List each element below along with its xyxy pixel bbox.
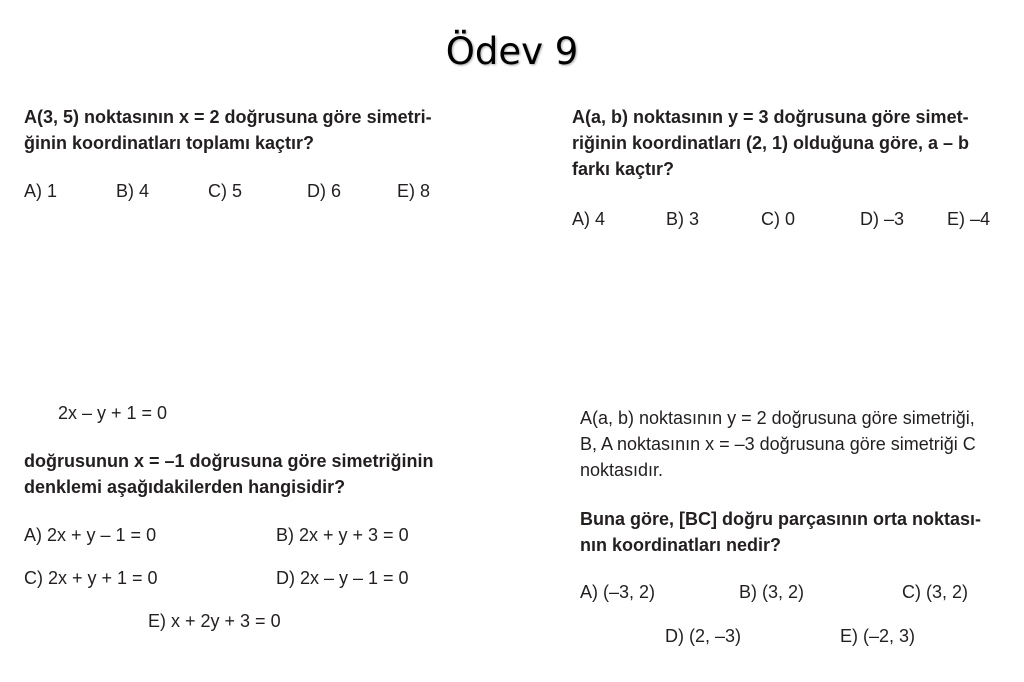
question-3-text bbox=[24, 448, 494, 500]
question-3-line-2: denklemi aşağıdakilerden hangisidir? bbox=[24, 477, 346, 497]
question-3-option-d: D) 2x – y – 1 = 0 bbox=[276, 568, 409, 588]
question-4-line-5: nın koordinatları nedir? bbox=[580, 535, 782, 555]
question-4-question bbox=[580, 506, 1020, 558]
question-2-option-c: C) 0 bbox=[761, 209, 796, 229]
question-1-line-2: ğinin koordinatları toplamı kaçtır? bbox=[24, 133, 315, 153]
question-1-option-e: E) 8 bbox=[397, 181, 431, 201]
question-1-option-a: A) 1 bbox=[24, 181, 58, 201]
question-4-line-1: A(a, b) noktasının y = 2 doğrusuna göre simetriği, bbox=[580, 408, 975, 428]
question-1-option-c: C) 5 bbox=[208, 181, 243, 201]
question-4-line-3: noktasıdır. bbox=[580, 460, 664, 480]
question-4-line-2: B, A noktasının x = –3 doğrusuna göre simetriği C bbox=[580, 434, 976, 454]
question-2-line-3: farkı kaçtır? bbox=[572, 159, 675, 179]
question-1-line-1: A(3, 5) noktasının x = 2 doğrusuna göre simetri- bbox=[24, 107, 432, 127]
question-3-option-e: E) x + 2y + 3 = 0 bbox=[148, 611, 281, 631]
question-3-option-b: B) 2x + y + 3 = 0 bbox=[276, 525, 409, 545]
question-3-option-c: C) 2x + y + 1 = 0 bbox=[24, 568, 158, 588]
page-title: Ödev 9 bbox=[445, 30, 579, 73]
question-2-option-a: A) 4 bbox=[572, 209, 606, 229]
question-1-text bbox=[24, 104, 494, 156]
question-4-option-b: B) (3, 2) bbox=[739, 582, 805, 602]
question-1-option-d: D) 6 bbox=[307, 181, 342, 201]
question-4-option-c: C) (3, 2) bbox=[902, 582, 969, 602]
question-3-line-1: doğrusunun x = –1 doğrusuna göre simetriğinin bbox=[24, 451, 434, 471]
question-4-option-d: D) (2, –3) bbox=[665, 626, 742, 646]
question-3-option-a: A) 2x + y – 1 = 0 bbox=[24, 525, 157, 545]
question-2-line-1: A(a, b) noktasının y = 3 doğrusuna göre simet- bbox=[572, 107, 969, 127]
question-2-option-d: D) –3 bbox=[860, 209, 905, 229]
question-4-option-e: E) (–2, 3) bbox=[840, 626, 916, 646]
question-4-line-4: Buna göre, [BC] doğru parçasının orta noktası- bbox=[580, 509, 982, 529]
question-1-option-b: B) 4 bbox=[116, 181, 150, 201]
question-2-option-e: E) –4 bbox=[947, 209, 991, 229]
question-3-equation: 2x – y + 1 = 0 bbox=[58, 403, 168, 423]
question-4-text bbox=[580, 405, 1020, 483]
question-2-line-2: riğinin koordinatları (2, 1) olduğuna göre, a – b bbox=[572, 133, 970, 153]
question-2-option-b: B) 3 bbox=[666, 209, 700, 229]
question-4-option-a: A) (–3, 2) bbox=[580, 582, 656, 602]
question-2-text bbox=[572, 104, 1012, 182]
